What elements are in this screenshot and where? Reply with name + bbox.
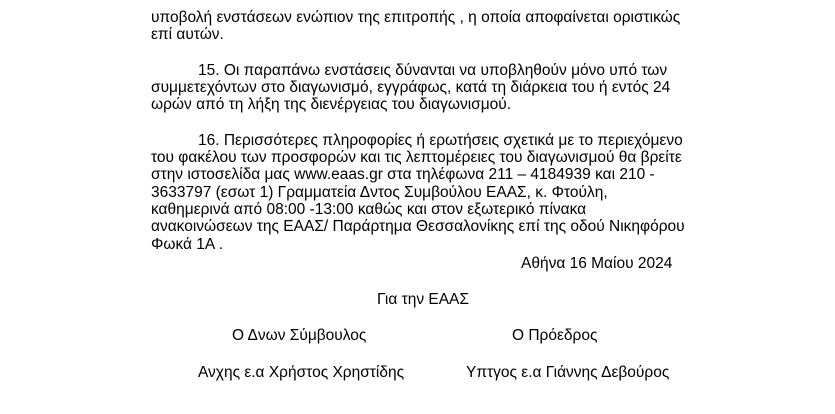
para16-line-1: 16. Περισσότερες πληροφορίες ή ερωτήσεις σχετικά με το περιεχόμενο: [198, 132, 683, 149]
para16-line-3: στην ιστοσελίδα μας www.eaas.gr στα τηλέφωνα 211 – 4184939 και 210 -: [151, 166, 655, 183]
signature-left-role: Ο Δνων Σύμβουλος: [232, 327, 367, 344]
para16-line-5: καθημερινά από 08:00 -13:00 καθώς και στον εξωτερικό πίνακα: [151, 201, 587, 218]
para16-line-6: ανακοινώσεων της ΕΑΑΣ/ Παράρτημα Θεσσαλονίκης επί της οδού Νικηφόρου: [151, 218, 685, 235]
para14-line-2: επί αυτών.: [151, 26, 224, 43]
para14-line-1: υποβολή ενστάσεων ενώπιον της επιτροπής , η οποία αποφαίνεται οριστικώς: [151, 9, 681, 26]
document-date: Αθήνα 16 Μαίου 2024: [521, 255, 673, 272]
para16-line-2: του φακέλου των προσφορών και τις λεπτομέρειες του διαγωνισμού θα βρείτε: [151, 149, 682, 166]
para15-line-1: 15. Οι παραπάνω ενστάσεις δύνανται να υποβληθούν μόνο υπό των: [198, 62, 668, 79]
para16-line-4: 3633797 (εσωτ 1) Γραμματεία Δντος Συμβούλου ΕΑΑΣ, κ. Φτούλη,: [151, 184, 608, 201]
signature-left-name: Ανχης ε.α Χρήστος Χρηστίδης: [198, 364, 405, 381]
signature-heading: Για την ΕΑΑΣ: [377, 291, 469, 308]
para15-line-3: ωρών από τη λήξη της διενέργειας του διαγωνισμού.: [151, 96, 512, 113]
para15-line-2: συμμετεχόντων στο διαγωνισμό, εγγράφως, κατά τη διάρκεια του ή εντός 24: [151, 79, 671, 96]
para16-line-7: Φωκά 1Α .: [151, 236, 224, 253]
signature-right-role: Ο Πρόεδρος: [512, 327, 598, 344]
signature-right-name: Υπτγος ε.α Γιάννης Δεβούρος: [466, 364, 670, 381]
